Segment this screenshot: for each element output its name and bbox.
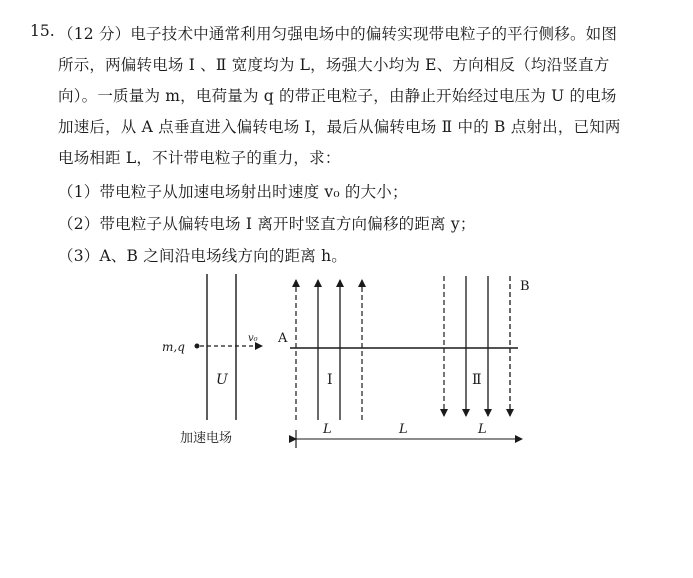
problem-text-line-5: 电场相距 L，不计带电粒子的重力，求： xyxy=(58,149,341,167)
particle-dot xyxy=(195,344,200,349)
question-1: （1）带电粒子从加速电场射出时速度 v₀ 的大小； xyxy=(58,183,408,201)
problem-text-line-1: （12 分）电子技术中通常利用匀强电场中的偏转实现带电粒子的平行侧移。如图 xyxy=(58,25,618,43)
field2-label: Ⅱ xyxy=(472,372,482,388)
width-label-2: L xyxy=(399,422,408,437)
question-2: （2）带电粒子从偏转电场 Ⅰ 离开时竖直方向偏移的距离 y； xyxy=(58,215,476,233)
question-3: （3）A、B 之间沿电场线方向的距离 h。 xyxy=(58,247,347,265)
point-b-label: B xyxy=(520,279,530,294)
problem-text-line-2: 所示，两偏转电场 Ⅰ 、Ⅱ 宽度均为 L，场强大小均为 E、方向相反（均沿竖直方 xyxy=(58,56,610,74)
width-label-3: L xyxy=(478,422,487,437)
problem-number: 15. xyxy=(30,22,55,40)
voltage-label: U xyxy=(216,372,228,388)
physics-figure xyxy=(150,262,540,462)
particle-label: m,q xyxy=(162,340,185,354)
accel-field-caption: 加速电场 xyxy=(180,431,233,446)
width-label-1: L xyxy=(323,422,332,437)
problem-text-line-3: 向）。一质量为 m，电荷量为 q 的带正电粒子，由静止开始经过电压为 U 的电场 xyxy=(58,87,617,105)
field1-label: Ⅰ xyxy=(327,372,333,388)
problem-text-line-4: 加速后，从 A 点垂直进入偏转电场 Ⅰ，最后从偏转电场 Ⅱ 中的 B 点射出，已知两 xyxy=(58,118,621,136)
point-a-label: A xyxy=(278,331,288,346)
velocity-label: v₀ xyxy=(248,333,258,344)
